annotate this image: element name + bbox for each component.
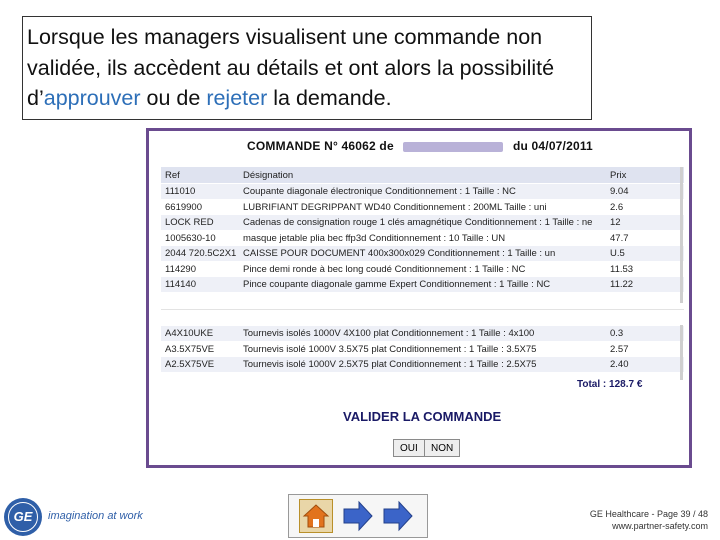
table-header bbox=[161, 167, 684, 183]
header-ref: Ref bbox=[165, 170, 180, 181]
cell-price: 2.6 bbox=[610, 201, 624, 213]
redacted-name bbox=[403, 142, 503, 152]
website-url: www.partner-safety.com bbox=[612, 521, 708, 531]
table-row bbox=[161, 277, 684, 292]
cell-price: 2.57 bbox=[610, 343, 629, 355]
cell-designation: Cadenas de consignation rouge 1 clés amagnétique Conditionnement : 1 Taille : ne bbox=[243, 217, 593, 228]
caption-part3: la demande. bbox=[267, 86, 392, 110]
caption-keyword-approve: approuver bbox=[43, 86, 141, 110]
cell-ref: 1005630-10 bbox=[165, 232, 216, 244]
cell-designation: Pince demi ronde à bec long coudé Conditionnement : 1 Taille : NC bbox=[243, 263, 526, 275]
cell-designation: masque jetable plia bec ffp3d Conditionnement : 10 Taille : UN bbox=[243, 232, 506, 244]
caption-part1: Lorsque les managers visualisent une commande non validée, ils accèdent au détails et ont alors la possibilité d’ bbox=[27, 25, 555, 110]
validate-order-heading: VALIDER LA COMMANDE bbox=[343, 409, 502, 424]
cell-ref: A4X10UKE bbox=[165, 328, 214, 339]
caption-text bbox=[27, 22, 587, 114]
slide-navigation bbox=[288, 494, 428, 538]
page-number: GE Healthcare - Page 39 / 48 bbox=[589, 509, 708, 519]
cell-ref: 114140 bbox=[165, 279, 196, 290]
table-row bbox=[161, 262, 684, 277]
header-designation: Désignation bbox=[243, 170, 294, 181]
next-button[interactable] bbox=[381, 499, 415, 533]
cell-designation: Pince coupante diagonale gamme Expert Conditionnement : 1 Taille : NC bbox=[243, 279, 551, 290]
order-detail-panel bbox=[146, 128, 692, 468]
divider bbox=[161, 309, 684, 310]
caption-keyword-reject: rejeter bbox=[206, 86, 268, 110]
previous-button[interactable] bbox=[341, 499, 375, 533]
cell-price: 9.04 bbox=[610, 186, 629, 197]
table-row bbox=[161, 231, 684, 246]
home-button[interactable] bbox=[299, 499, 333, 533]
order-total: Total : 128.7 € bbox=[577, 379, 643, 390]
ge-logo-text: GE bbox=[8, 502, 38, 532]
cell-ref: LOCK RED bbox=[165, 217, 214, 228]
cell-price: U.5 bbox=[610, 248, 625, 259]
order-items-table-continued bbox=[161, 325, 684, 380]
cell-price: 12 bbox=[610, 217, 621, 228]
tagline: imagination at work bbox=[48, 510, 143, 522]
order-title-prefix: COMMANDE N° 46062 de bbox=[247, 139, 394, 153]
arrow-right-icon bbox=[341, 499, 375, 533]
cell-price: 0.3 bbox=[610, 328, 624, 339]
cell-price: 2.40 bbox=[610, 359, 629, 370]
cell-designation: Coupante diagonale électronique Conditionnement : 1 Taille : NC bbox=[243, 186, 516, 197]
cell-designation: Tournevis isolé 1000V 3.5X75 plat Conditionnement : 1 Taille : 3.5X75 bbox=[243, 343, 537, 355]
ge-logo bbox=[4, 498, 42, 536]
reject-button[interactable]: NON bbox=[424, 439, 460, 457]
caption-part2: ou de bbox=[140, 86, 207, 110]
page-info bbox=[590, 508, 708, 532]
cell-designation: LUBRIFIANT DEGRIPPANT WD40 Conditionnement : 200ML Taille : uni bbox=[243, 201, 547, 213]
scrollbar[interactable] bbox=[680, 167, 683, 303]
cell-price: 47.7 bbox=[610, 232, 629, 244]
table-row bbox=[161, 215, 684, 230]
cell-ref: 6619900 bbox=[165, 201, 202, 213]
order-items-table bbox=[161, 167, 684, 303]
scrollbar[interactable] bbox=[680, 325, 683, 380]
table-row bbox=[161, 246, 684, 261]
order-title-date: du 04/07/2011 bbox=[512, 139, 593, 153]
approve-button[interactable]: OUI bbox=[393, 439, 425, 457]
cell-designation: CAISSE POUR DOCUMENT 400x300x029 Conditionnement : 1 Taille : un bbox=[243, 248, 556, 259]
cell-price: 11.53 bbox=[610, 263, 634, 275]
cell-ref: 114290 bbox=[165, 263, 196, 275]
table-row bbox=[161, 200, 684, 215]
cell-ref: A2.5X75VE bbox=[165, 359, 215, 370]
cell-designation: Tournevis isolé 1000V 2.5X75 plat Conditionnement : 1 Taille : 2.5X75 bbox=[243, 359, 537, 370]
arrow-right-icon bbox=[381, 499, 415, 533]
table-row bbox=[161, 184, 684, 199]
home-icon bbox=[300, 500, 332, 532]
order-title bbox=[247, 139, 593, 153]
table-row bbox=[161, 326, 684, 341]
table-row bbox=[161, 357, 684, 372]
cell-ref: 111010 bbox=[165, 186, 196, 197]
table-row bbox=[161, 342, 684, 357]
cell-price: 11.22 bbox=[610, 279, 634, 290]
cell-designation: Tournevis isolés 1000V 4X100 plat Conditionnement : 1 Taille : 4x100 bbox=[243, 328, 535, 339]
header-price: Prix bbox=[610, 170, 627, 181]
cell-ref: 2044 720.5C2X1 bbox=[165, 248, 237, 259]
cell-ref: A3.5X75VE bbox=[165, 343, 215, 355]
